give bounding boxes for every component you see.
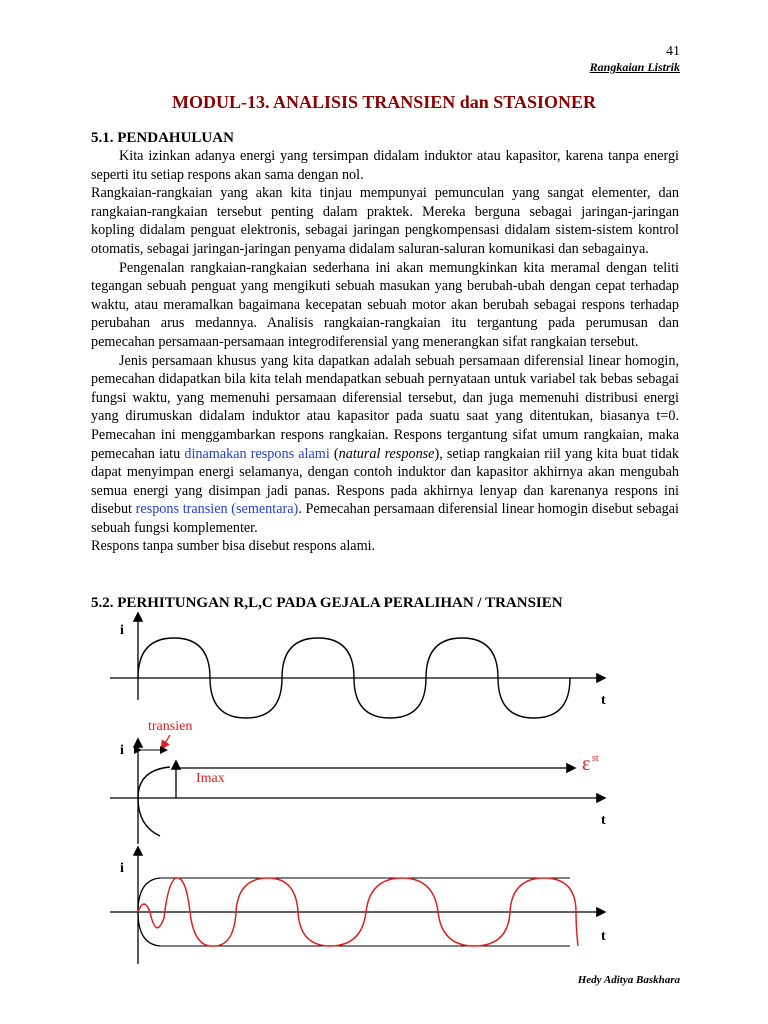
transient-figure	[100, 612, 620, 969]
section-heading: 5.2. PERHITUNGAN R,L,C PADA GEJALA PERALIHAN / TRANSIEN	[91, 595, 563, 611]
module-title: MODUL-13. ANALISIS TRANSIEN dan STASIONER	[172, 92, 596, 112]
exp-base: ε	[582, 753, 591, 775]
graph-steady-state	[110, 614, 606, 718]
graph-transient	[110, 719, 606, 844]
imax-label: Imax	[196, 771, 225, 786]
section-perhitungan	[91, 595, 679, 612]
axis-x-label: t	[601, 813, 606, 828]
page-number: 41	[666, 44, 680, 59]
term-respons-alami: dinamakan respons alami	[184, 445, 330, 462]
section-pendahuluan	[91, 130, 679, 556]
exp-sup: st	[592, 753, 599, 764]
waveform-diagram	[100, 612, 620, 964]
header-title: Rangkaian Listrik	[589, 60, 680, 74]
axis-x-label: t	[601, 929, 606, 944]
section-heading: 5.1. PENDAHULUAN	[91, 130, 234, 146]
axis-y-label: i	[120, 743, 124, 758]
graph-total-response	[110, 848, 606, 964]
transien-label: transien	[148, 719, 193, 734]
paragraph: Kita izinkan adanya energi yang tersimpan didalam induktor atau kapasitor, karena tanpa energi seperti itu setiap respons akan sama dengan nol.	[91, 148, 679, 183]
paragraph: Rangkaian-rangkaian yang akan kita tinjau mempunyai pemunculan yang sangat elementer, dan rangkaian-rangkaian tersebut penting dalam praktek. Mereka berguna sebagai jaringan-jaringan kopling didalam penguat elektronis, sebagai jaringan pengkompensasi didalam sistem-sistem kontrol otomatis, sebagai jaringan-jaringan penyama didalam saluran-saluran komunikasi dan sebagainya.	[91, 185, 679, 257]
axis-y-label: i	[120, 861, 124, 876]
paragraph: Respons tanpa sumber bisa disebut respons alami.	[91, 538, 376, 555]
term-respons-transien: respons transien (sementara)	[135, 501, 299, 518]
paragraph: Jenis persamaan khusus yang kita dapatkan adalah sebuah persamaan diferensial linear homogin, pemecahan didapatkan bila kita telah mendapatkan sebuah pernyataan untuk variabel tak bebas sebagai fungsi waktu, yang memenuhi persamaan diferensial tersebut, dan juga memenuhi distribusi energi yang dirumuskan didalam induktor atau kapasitor pada suatu saat yang ditentukan, biasanya t=0. Pemecahan ini menggambarkan respons rangkaian. Respons tergantung sifat umum rangkaian, maka pemecahan iatu dinamakan respons alami (natural response), setiap rangkaian riil yang kita buat tidak dapat menyimpan energi selamanya, dengan contoh induktor dan kapasitor akhirnya akan mengubah semua energi yang disimpan jadi panas. Respons pada akhirnya lenyap dan karenanya respons ini disebut respons transien (sementara). Pemecahan persamaan diferensial linear homogin disebut sebagai sebuah fungsi komplementer.	[91, 352, 680, 536]
axis-x-label: t	[601, 693, 606, 708]
footer-author: Hedy Aditya Baskhara	[577, 974, 680, 986]
axis-y-label: i	[120, 623, 124, 638]
paragraph: Pengenalan rangkaian-rangkaian sederhana ini akan memungkinkan kita meramal dengan teliti tegangan sebuah penguat yang mengikuti sebuah masukan yang berubah-ubah dengan cepat terhadap waktu, atau meramalkan bagaimana kecepatan sebuah motor akan berubah sebagai respons terhadap perubahan arus medannya. Analisis rangkaian-rangkaian itu tergantung pada perumusan dan pemecahan persamaan-persamaan integrodiferensial yang menerangkan sifat rangkaian tersebut.	[91, 259, 679, 350]
